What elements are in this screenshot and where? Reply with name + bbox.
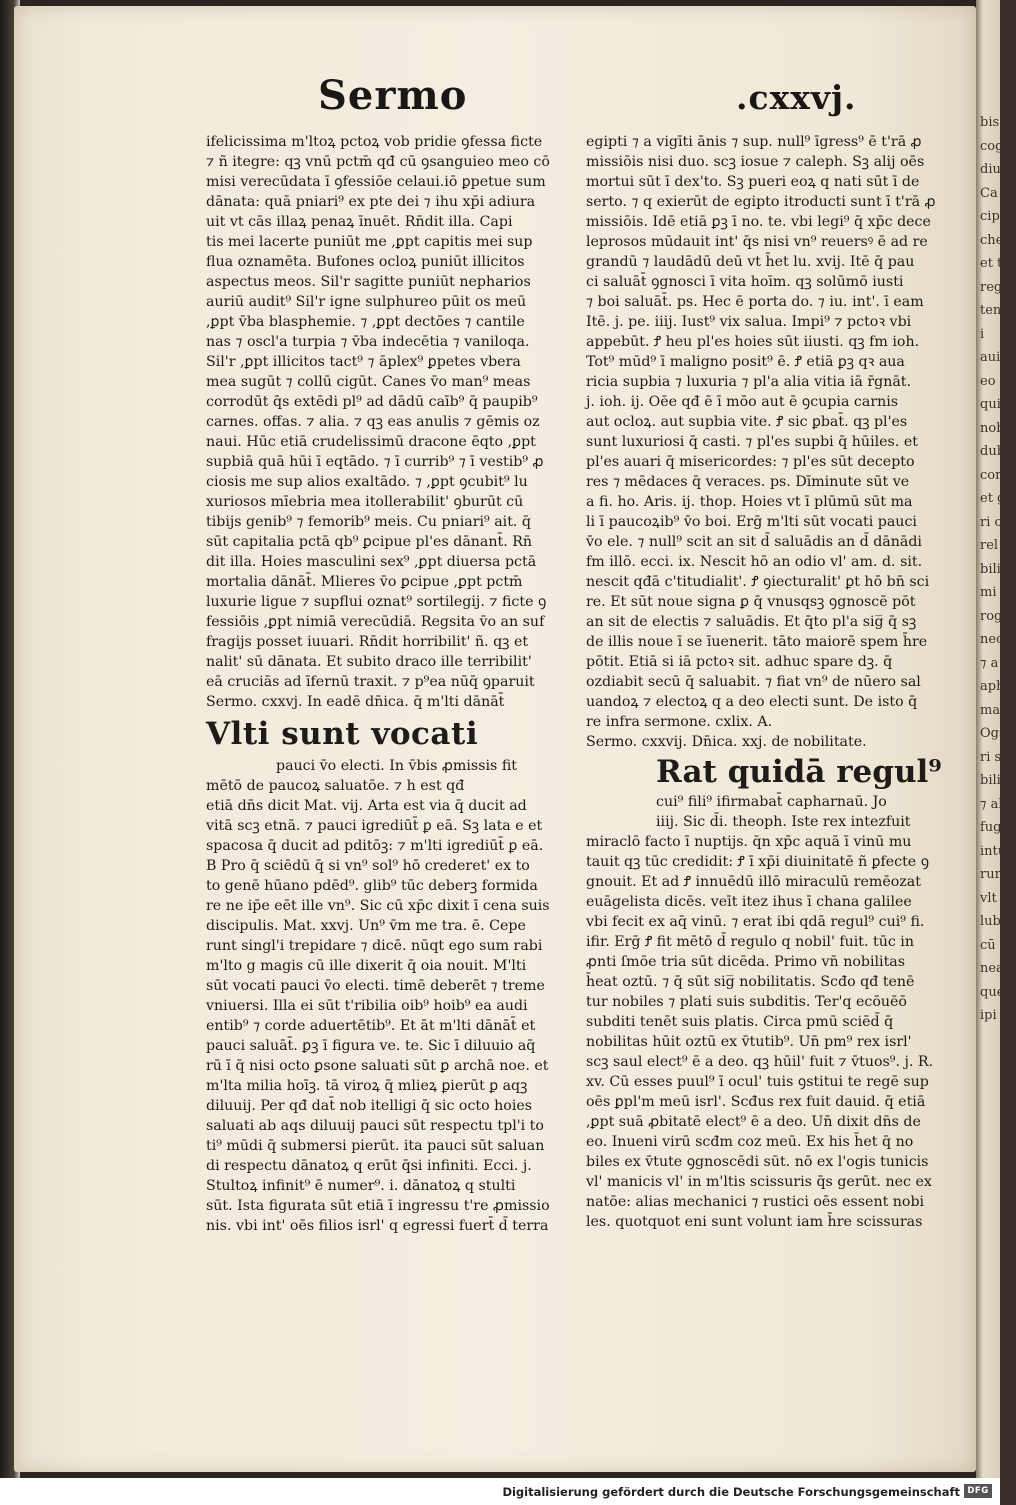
folio-number: .cxxvj. (736, 78, 857, 117)
adjacent-page-fragment: et t (980, 256, 1003, 271)
section-heading-left: Vlti sunt vocati (206, 716, 479, 752)
text-line: fessiōis ,ꝑpt nimiā verecūdiā. Regsita v̄o an suf (206, 614, 545, 630)
text-line: euāgelista dicēs. veīt itez ihus ī chana galilee (586, 894, 912, 910)
adjacent-page-fragment: nece (980, 632, 1012, 647)
adjacent-page-fragment: bilit (980, 773, 1007, 788)
text-line: vniuersi. Illa ei sūt t'ribilia oib⁹ hoib⁹ ea audi (206, 998, 528, 1014)
section-heading-right: Rat quidā regul⁹ (656, 754, 942, 790)
adjacent-page-fragment: ri sc (980, 749, 1009, 765)
text-line: Sermo. cxxvij. Dn̄ica. xxj. de nobilitate. (586, 734, 867, 750)
text-line: li ī paucoꝝib⁹ v̄o boi. Erḡ m'lti sūt vocati pauci (586, 514, 917, 530)
text-line: etiā dn̄s dicit Mat. vij. Arta est via q̄ ducit ad (206, 798, 527, 814)
text-line: runt singl'i trepidare ⁊ dicē. nūqt ego sum rabi (206, 938, 543, 954)
text-line: corrodūt q̄s extēdi pl⁹ ad dādū caīb⁹ q̄ paupib⁹ (206, 394, 538, 410)
adjacent-page-fragment: eo s (980, 373, 1007, 389)
adjacent-page-fragment: bis (980, 115, 1000, 130)
text-line: pauci saluāt̄. ꝑꝫ ī figura ve. te. Sic ī diluuio aq̄ (206, 1038, 536, 1054)
text-line: re. Et sūt noue signa ꝑ q̄ vnusqsꝫ ꝯgnoscē pōt (586, 594, 916, 610)
adjacent-page-fragment: cipal (980, 209, 1012, 224)
text-line: ci saluāt̄ ꝯgnosci ī vita hoīm. qꝫ solūmō iusti (586, 274, 904, 290)
right-page-edge (976, 0, 1016, 1478)
text-line: subditi tenēt suis platis. Circa pmū sciēd̄ q̄ (586, 1014, 894, 1030)
text-line: vl' manicis vl' in m'ltis scissuris q̄s gerūt. nec ex (586, 1174, 932, 1190)
adjacent-page-fragment: rogn (980, 608, 1011, 624)
text-line: ciosis me sup alios exaltādo. ⁊ ,ꝑpt ꝯcubit⁹ lu (206, 474, 528, 490)
text-line: aspectus meos. Sil'r sagitte puniūt nepharios (206, 274, 531, 290)
adjacent-page-fragment: Ogs (980, 726, 1006, 741)
adjacent-page-fragment: nobi (980, 420, 1009, 436)
running-header-left: Sermo (318, 72, 468, 119)
text-line: Itē. j. pe. iiij. Iust⁹ vix salua. Impi⁹ ⁊ pctoꝛ vbi (586, 314, 912, 330)
text-line: sūt. Ista figurata sūt etiā ī ingressu t're ꝓmissio (206, 1198, 550, 1214)
text-line: h̄eat oztū. ⁊ q̄ sūt sig̅ nobilitatis. Scđo qđ tenē (586, 974, 915, 990)
adjacent-page-fragment: tene (980, 303, 1009, 318)
adjacent-page-fragment: lubi (980, 914, 1006, 929)
text-line: mētō de paucoꝝ saluatōe. ⁊ h est qđ (206, 778, 465, 794)
text-line: vbi fecit ex aq̄ vinū. ⁊ erat ibi qdā regul⁹ cui⁹ fi. (586, 914, 925, 930)
text-line: Sermo. cxxvj. In eadē dn̄ica. q̄ m'lti dānāt̄ (206, 694, 505, 710)
adjacent-page-fragment: qui t (980, 397, 1011, 412)
text-line: missiōis. Idē etiā ꝑꝫ ī no. te. vbi legi⁹ q̄ xp̄c dece (586, 214, 931, 230)
text-line: rū ī q̄ nisi octo ꝑsone saluati sūt ꝑ archā noe. et (206, 1058, 549, 1074)
text-line: tis mei lacerte puniūt me ,ꝑpt capitis mei sup (206, 234, 533, 250)
adjacent-page-fragment: diui (980, 162, 1006, 177)
adjacent-page-fragment: nea (980, 961, 1004, 976)
adjacent-page-fragment: cogn (980, 138, 1012, 154)
text-line: tur nobiles ⁊ plati suis subditis. Ter'q ecōuēō (586, 994, 907, 1010)
adjacent-page-fragment: i (980, 326, 985, 342)
text-line: ,ꝑpt suā ꝓbitatē elect⁹ ē a deo. Un̄ dixit dn̄s de (586, 1114, 921, 1130)
text-line: gnouit. Et ad Ꝭ innuēdū illō miraculū remēozat (586, 874, 921, 890)
text-line: pauci v̄o electi. In v̄bis ꝓmissis fit (276, 758, 517, 774)
text-line: m'lto g magis cū ille dixerit q̄ oia nouit. M'lti (206, 958, 527, 974)
text-line: xuriosos mīebria mea itollerabilit' ꝯburūt cū (206, 494, 524, 510)
text-line: scꝫ saul elect⁹ ē a deo. qꝫ hūil' fuit ⁊ v̄tuos⁹. j. R. (586, 1054, 934, 1070)
adjacent-page-fragment: apha (980, 679, 1013, 694)
adjacent-page-fragment: intu (980, 843, 1007, 859)
text-line: mortalia dānāt̄. Mlieres v̄o ꝑcipue ,ꝑpt pctm̄ (206, 574, 523, 590)
text-line: eo. Inueni virū scđm coz meū. Ex his h̄et q̄ no (586, 1134, 914, 1150)
text-line: nescit qđā c'titudialit'. Ꝭ ꝯiecturalit' ꝑt hō bn̄ sci (586, 574, 930, 590)
text-line: sūt capitalia pctā qb⁹ ꝑcipue pl'es dānant̄. Rn̄ (206, 534, 533, 550)
text-line: aut ocloꝝ. aut supbia vite. Ꝭ sic ꝑbat̄. qꝫ pl'es (586, 414, 908, 430)
text-line: entib⁹ ⁊ corde aduertētib⁹. Et āt m'lti dānāt̄ et (206, 1018, 536, 1034)
text-line: fm illō. ecci. ix. Nescit hō an odio vl' am. d. sit. (586, 554, 923, 570)
adjacent-page-fragment: conc (980, 467, 1011, 483)
text-line: ricia supbia ⁊ luxuria ⁊ pl'a alia vitia iā r̄gnāt. (586, 374, 912, 390)
text-line: natōe: alias mechanici ⁊ rustici oēs essent nobi (586, 1194, 925, 1210)
text-line: ifir. Erḡ Ꝭ fit mētō d̄ regulo q nobil' fuit. tūc in (586, 934, 914, 950)
adjacent-page-fragment: bilis (980, 561, 1008, 577)
text-line: re ne ip̄e eēt ille vn⁹. Sic cū xp̄c dixit ī cena suis (206, 898, 550, 914)
text-line: res ⁊ mēdaces q̄ veraces. ps. Dīminute sūt ve (586, 474, 910, 490)
text-line: ⁊ ñ itegre: qꝫ vnū pctm̄ qđ cū ꝯsanguieo meo cō (206, 154, 550, 170)
text-line: de illis noue ī se īuenerit. tāto maiorē spem h̄re (586, 634, 928, 650)
text-line: leprosos mūdauit int' q̄s nisi vn⁹ reuersꝰ ē ad re (586, 234, 928, 250)
text-line: m'lta milia hoīꝫ. tā viroꝝ q̄ mlieꝝ ꝑierūt ꝑ aqꝫ (206, 1078, 528, 1094)
adjacent-page-fragment: auid (980, 350, 1009, 365)
text-line: ꝓnti ſmōe tria sūt dicēda. Primo vn̄ nobilitas (586, 954, 906, 970)
text-line: dit illa. Hoies masculini sex⁹ ,ꝑpt diuersa pctā (206, 554, 537, 570)
text-line: an sit de electis ⁊ saluādis. Et q̄to pl'a sig̅ q̄ sꝫ (586, 614, 917, 630)
text-line: ti⁹ mūdi q̄ submersi pierūt. ita pauci sūt saluan (206, 1138, 545, 1154)
text-line: supbiā quā hūi ī eqtādo. ⁊ ī currib⁹ ⁊ ī vestib⁹ ꝓ (206, 454, 544, 470)
text-line: nas ⁊ oscl'a turpia ⁊ v̄ba indecētia ⁊ vaniloqa. (206, 334, 530, 350)
text-line: saluati ab aqs diluuij pauci sūt respectu tpl'i to (206, 1118, 544, 1134)
footer-credit: Digitalisierung gefördert durch die Deutsche Forschungsgemeinschaft (502, 1485, 960, 1499)
adjacent-page-fragment: ipi (980, 1008, 997, 1023)
text-line: cui⁹ fili⁹ ifirmabat̄ capharnaū. Jo (656, 794, 887, 810)
text-line: xv. Cū esses puul⁹ ī ocul' tuis ꝯstitui te regē sup (586, 1074, 929, 1090)
text-line: oēs ꝑpl'm meū isrl'. Scđus rex fuit dauid. q̄ etiā (586, 1094, 926, 1110)
text-line: naui. Hūc etiā crudelissimū dracone ēqto ,ꝑpt (206, 434, 536, 450)
text-line: to genē hūano pdēd⁹. glib⁹ tūc deberꝫ formida (206, 878, 538, 894)
text-line: diluuij. Per qđ dat̄ nob itelligi q̄ sic octo hoies (206, 1098, 533, 1114)
text-line: missiōis nisi duo. scꝫ iosue ⁊ caleph. Sꝫ alij oēs (586, 154, 925, 170)
text-line: sūt vocati pauci v̄o electi. timē deberēt ⁊ treme (206, 978, 545, 994)
text-line: auriū audit⁹ Sil'r igne sulphureo pūit os meū (206, 294, 527, 310)
adjacent-page-fragment: ⁊ a (980, 655, 999, 671)
adjacent-page-fragment: ⁊ ali (980, 796, 1007, 812)
text-line: egipti ⁊ a vigīti ānis ⁊ sup. null⁹ īgress⁹ ē t'rā ꝓ (586, 134, 922, 150)
text-line: v̄o ele. ⁊ null⁹ scit an sit d̄ saluādis an d̄ dānādi (586, 534, 922, 550)
text-line: discipulis. Mat. xxvj. Un⁹ v̄m me tra. ē. Cepe (206, 918, 526, 934)
adjacent-page-fragment: dubi (980, 444, 1010, 459)
adjacent-page-fragment: rur a (980, 867, 1013, 882)
text-line: a fi. ho. Aris. ij. thop. Hoies vt ī plūmū sūt ma (586, 494, 913, 510)
text-line: serto. ⁊ q exierūt de egipto itroducti sunt ī t'rā ꝓ (586, 194, 936, 210)
dfg-logo: DFG (964, 1484, 992, 1498)
text-line: pl'es auari q̄ misericordes: ⁊ pl'es sūt decepto (586, 454, 915, 470)
text-line: mea sugūt ⁊ collū cigūt. Canes v̄o man⁹ meas (206, 374, 531, 390)
text-line: Stultoꝝ infinit⁹ ē numer⁹. i. dānatoꝝ q stulti (206, 1178, 516, 1194)
text-line: iiij. Sic d̄i. theoph. Iste rex intezfuit (656, 814, 911, 830)
text-line: B Pro q̄ sciēdū q̄ si vn⁹ sol⁹ hō crederet' ex to (206, 858, 530, 874)
adjacent-page-fragment: ri ce (980, 514, 1010, 530)
text-line: sunt luxuriosi q̄ casti. ⁊ pl'es supbi q̄ hūiles. et (586, 434, 918, 450)
text-line: ozdiabit secū q̄ saluabit. ⁊ fiat vn⁹ de nūero sal (586, 674, 921, 690)
text-line: spacosa q̄ ducit ad pditōꝫ: ⁊ m'lti igrediūt̄ ꝑ eā. (206, 838, 544, 854)
left-text-column (206, 132, 552, 1236)
text-line: grandū ⁊ laudādū deū vt h̄et lu. xvij. Itē q̄ pau (586, 254, 915, 270)
adjacent-page-fragment: mi o (980, 585, 1009, 600)
text-line: nis. vbi int' oēs filios isrl' q egressi fuert̄ d̄ terra (206, 1218, 549, 1234)
text-line: appebūt. Ꝭ heu pl'es hoies sūt iiusti. qꝫ fm ioh. (586, 334, 920, 350)
text-line: tibijs genib⁹ ⁊ femorib⁹ meis. Cu pniari⁹ ait. q̄ (206, 514, 532, 530)
adjacent-page-fragment: que (980, 984, 1005, 1000)
footer-bar (0, 1478, 1000, 1505)
adjacent-page-fragment: fugit (980, 820, 1011, 835)
text-line: les. quotquot eni sunt volunt iam h̄re scissuras (586, 1214, 923, 1230)
text-line: fragijs posset iuuari. Rn̄dit horribilit' ñ. qꝫ et (206, 634, 529, 650)
adjacent-page-fragment: et g (980, 491, 1006, 506)
adjacent-page-fragment: cū p (980, 937, 1009, 953)
text-line: mortui sūt ī dex'to. Sꝫ pueri eoꝝ q nati sūt ī de (586, 174, 920, 190)
text-line: Sil'r ,ꝑpt illicitos tact⁹ ⁊ āplex⁹ ꝑpetes vbera (206, 354, 521, 370)
text-line: pōtit. Etiā si iā pctoꝛ sit. adhuc spare dꝫ. q̄ (586, 654, 893, 670)
text-line: carnes. offas. ⁊ alia. ⁊ qꝫ eas anulis ⁊ gēmis oz (206, 414, 540, 430)
text-line: luxurie ligue ⁊ supflui oznat⁹ sortilegij. ⁊ ficte ꝯ (206, 594, 547, 610)
text-line: miraclō facto ī nuptijs. q̄n xp̄c aquā ī vinū mu (586, 834, 912, 850)
text-line: di respectu dānatoꝝ q erūt q̄si infiniti. Ecci. j. (206, 1158, 532, 1174)
adjacent-page-fragment: rege (980, 279, 1010, 295)
text-line: ⁊ boi saluāt̄. ps. Hec ē porta do. ⁊ iu. int'. ī eam (586, 294, 924, 310)
text-line: uandoꝝ ⁊ electoꝝ q a deo electi sunt. De isto q̄ (586, 694, 918, 710)
adjacent-page-fragment: rel (980, 538, 999, 553)
text-line: flua oznamēta. Bufones ocloꝝ puniūt illicitos (206, 254, 525, 270)
text-line: eā cruciās ad īfernū traxit. ⁊ p⁹ea nūq̄ ꝯparuit (206, 674, 535, 690)
right-text-column (586, 132, 942, 1232)
adjacent-page-fragment: vlt (980, 890, 997, 906)
adjacent-page-fragment: chel (980, 232, 1008, 248)
adjacent-page-fragment: mana (980, 702, 1016, 718)
text-line: misi verecūdata ī ꝯfessiōe celaui.iō ꝑpetue sum (206, 174, 546, 190)
text-line: nalit' sū dānata. Et subito draco ille terribilit' (206, 654, 532, 670)
text-line: biles ex v̄tute ꝯgnoscēdi sūt. nō ex l'ogis tunicis (586, 1154, 929, 1170)
text-line: tauit qꝫ tūc credidit: Ꝭ ī xp̄i diuinitatē ñ ꝑfecte ꝯ (586, 854, 930, 870)
text-line: Tot⁹ mūd⁹ ī maligno posit⁹ ē. Ꝭ etiā ꝑꝫ qꝛ aua (586, 354, 905, 370)
text-line: dānata: quā pniari⁹ ex pte dei ⁊ ihu xp̄i adiura (206, 194, 536, 210)
text-line: re infra sermone. cxlix. A. (586, 714, 773, 730)
text-line: j. ioh. ij. Oēe qđ ē ī mōo aut ē ꝯcupia carnis (586, 394, 899, 410)
text-line: uit vt cās illaꝝ penaꝝ īnuēt. Rn̄dit illa. Capi (206, 214, 513, 230)
text-line: nobilitas hūit oztū ex v̄tutib⁹. Un̄ pm⁹ rex isrl' (586, 1034, 912, 1050)
text-line: vitā scꝫ etnā. ⁊ pauci igrediūt̄ ꝑ eā. Sꝫ lata e et (206, 818, 543, 834)
text-line: ifelicissima m'ltoꝝ pctoꝝ vob pridie ꝯfessa ficte (206, 134, 543, 150)
adjacent-page-fragment: Ca (980, 185, 998, 201)
text-line: ,ꝑpt v̄ba blasphemie. ⁊ ,ꝑpt dectōes ⁊ cantile (206, 314, 525, 330)
